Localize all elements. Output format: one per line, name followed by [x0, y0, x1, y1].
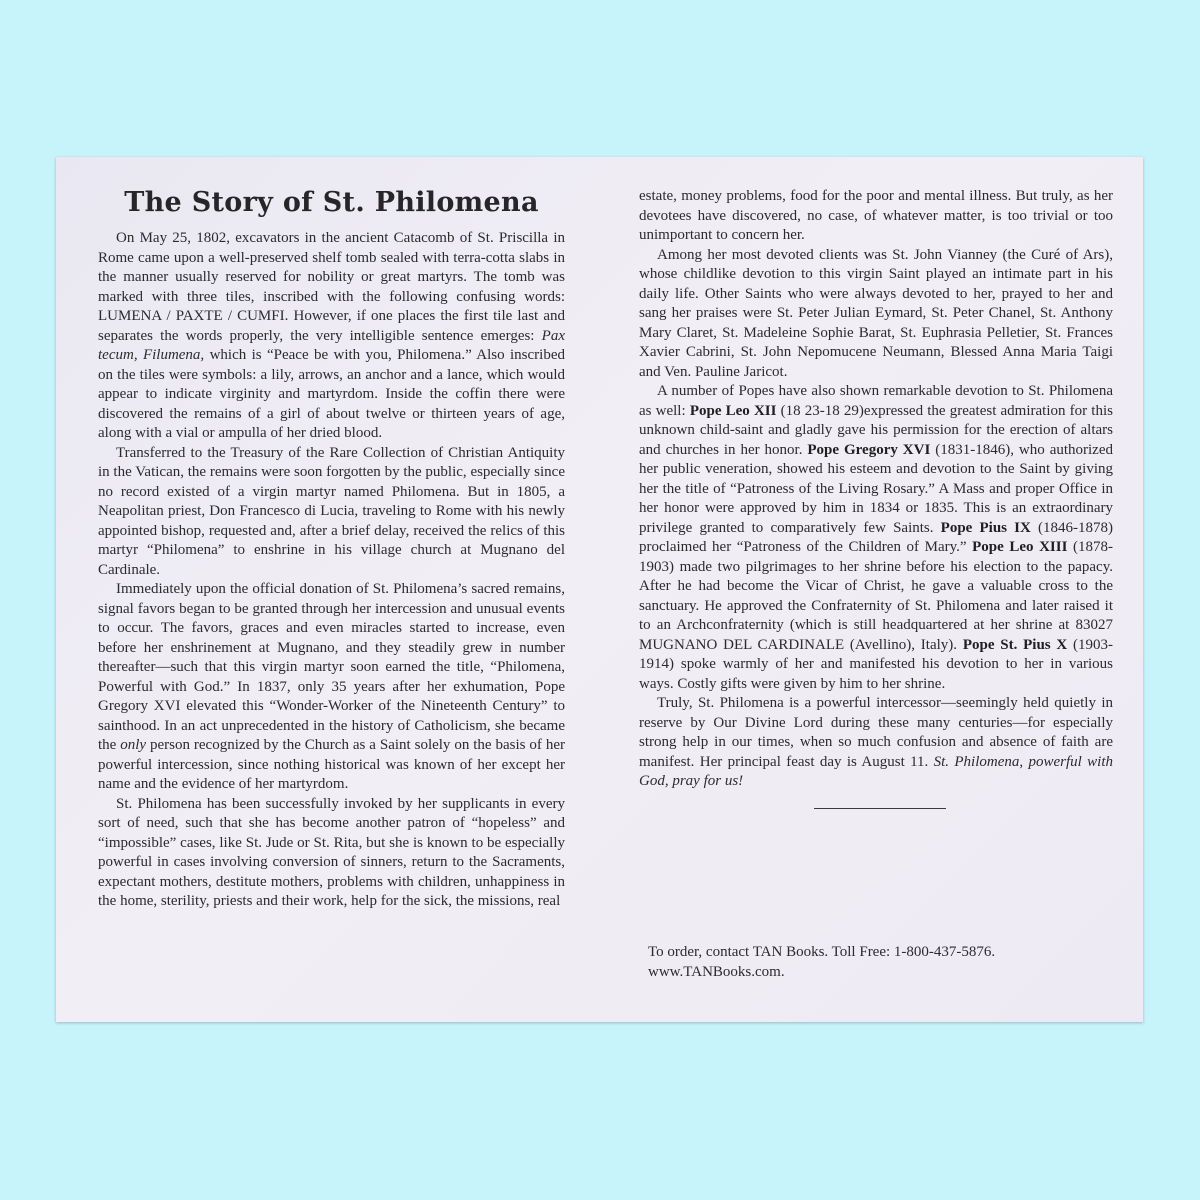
paragraph-favors: [98, 580, 565, 795]
text-run: Immediately upon the official donation of St. Philomena’s sacred remains, signal favors began to be granted through her intercession and unusual events to occur. The favors, graces and even miracles started to increase, even before her enshrinement at Mugnano, and they steadily grew in number thereafter—such that this virgin martyr soon earned the title, “Philomena, Powerful with God.” In 1837, only 35 years after her exhumation, Pope Gregory XVI elevated this “Wonder-Worker of the Nineteenth Century” to sainthood. In an act unprecedented in the history of Catholicism, she became the: [98, 581, 565, 753]
text-run: which is “Peace be with you, Philomena.” Also inscribed on the tiles were symbols: a lily, arrows, an anchor and a lance, which would appear to indicate virginity and martyrdom. Inside the coffin there were discovered the remains of a girl of about twelve or thirteen years of age, along with a vial or ampulla of her dried blood.: [98, 347, 565, 441]
text-run: On May 25, 1802, excavators in the ancient Catacomb of St. Priscilla in Rome came upon a well-preserved shelf tomb sealed with terra-cotta slabs in the manner usually reserved for nobility or great martyrs. The tomb was marked with three tiles, inscribed with the following confusing words: LUMENA / PAXTE / CUMFI. However, if one places the first tile last and separates the words properly, the very intelligible sentence emerges:: [98, 230, 565, 344]
pope-name: Pope Pius IX: [940, 519, 1031, 536]
text-run: (1903-1914) spoke warmly of her and manifested his devotion to her in various ways. Costly gifts were given by him to her shrine.: [639, 636, 1113, 692]
text-run: (1831-1846), who authorized her public veneration, showed his esteem and devotion to the Saint by giving her the title of “Patroness of the Living Rosary.” A Mass and proper Office in her honor were approved by him in 1834 or 1835. This is an extraordinary privilege granted to comparatively few Saints.: [639, 441, 1113, 536]
printed-sheet: [56, 157, 1143, 1022]
left-column: [98, 185, 565, 912]
paragraph-patronage-continued: estate, money problems, food for the poor and mental illness. But truly, as her devotees have discovered, no case, of whatever matter, is too trivial or too unimportant to concern her.: [639, 188, 1113, 243]
right-column: [639, 187, 1113, 809]
order-website-line: www.TANBooks.com.: [648, 963, 785, 980]
text-run: Truly, St. Philomena is a powerful intercessor—seemingly held quietly in reserve by Our Divine Lord during these many centuries—for especially strong help in our times, when so much confusion and absence of faith are manifest. Her principal feast day is August 11.: [639, 695, 1113, 770]
text-run: (1846-1878) proclaimed her “Patroness of the Children of Mary.”: [639, 519, 1113, 555]
pope-name: Pope Leo XII: [689, 402, 777, 419]
order-info: [648, 943, 1108, 982]
pope-name: Pope Leo XIII: [972, 539, 1068, 555]
paragraph-transfer: Transferred to the Treasury of the Rare Collection of Christian Antiquity in the Vatican, the remains were soon forgotten by the public, especially since no record existed of a virgin martyr named Philomena. But in 1805, a Neapolitan priest, Don Francesco di Lucia, traveling to Rome with his newly appointed bishop, requested and, after a brief delay, received the relics of this martyr “Philomena” to enshrine in his village church at Mugnano del Cardinale.: [98, 444, 565, 578]
order-contact-line: To order, contact TAN Books. Toll Free: 1-800-437-5876.: [648, 944, 996, 960]
latin-phrase: Pax tecum, Filumena,: [98, 327, 565, 363]
text-run: person recognized by the Church as a Saint solely on the basis of her powerful intercession, since nothing historical was known of her except her name and the evidence of her martyrdom.: [98, 737, 565, 792]
pope-name: Pope St. Pius X: [962, 636, 1068, 653]
text-run: A number of Popes have also shown remarkable devotion to St. Philomena as well:: [639, 383, 1113, 419]
text-run: (18 23-18 29)expressed the greatest admiration for this unknown child-saint and gladly gave his permission for the erection of altars and churches in her honor.: [639, 402, 1113, 458]
paragraph-conclusion: [639, 694, 1113, 792]
emphasis-only: only: [120, 737, 147, 753]
closing-prayer: St. Philomena, powerful with God, pray for us!: [639, 753, 1113, 789]
section-divider: [814, 808, 946, 809]
paragraph-patronage: St. Philomena has been successfully invoked by her supplicants in every sort of need, such that she has become another patron of “hopeless” and “impossible” cases, like St. Jude or St. Rita, but she is known to be especially powerful in cases involving conversion of sinners, return to the Sacraments, expectant mothers, destitute mothers, problems with children, unhappiness in the home, sterility, priests and their work, help for the sick, the missions, real: [98, 795, 565, 909]
paragraph-popes: [639, 382, 1113, 694]
text-run: (1878-1903) made two pilgrimages to her shrine before his election to the papacy. After he had become the Vicar of Christ, he gave a valuable cross to the sanctuary. He approved the Confraternity of St. Philomena and later raised it to an Archconfraternity (which is still headquartered at her shrine at 83027 MUGNANO DEL CARDINALE (Avellino), Italy).: [639, 539, 1114, 653]
paragraph-discovery: [98, 229, 565, 444]
pope-name: Pope Gregory XVI: [807, 441, 931, 458]
paragraph-devotees: Among her most devoted clients was St. John Vianney (the Curé of Ars), whose childlike devotion to this virgin Saint played an intimate part in his daily life. Other Saints who were always devoted to her, prayed to her and sang her praises were St. Peter Julian Eymard, St. Peter Chanel, St. Anthony Mary Claret, St. Madeleine Sophie Barat, St. Euphrasia Pelletier, St. Frances Xavier Cabrini, St. John Nepomucene Neumann, Blessed Anna Maria Taigi and Ven. Pauline Jaricot.: [639, 246, 1113, 380]
page-title: The Story of St. Philomena: [124, 187, 539, 218]
